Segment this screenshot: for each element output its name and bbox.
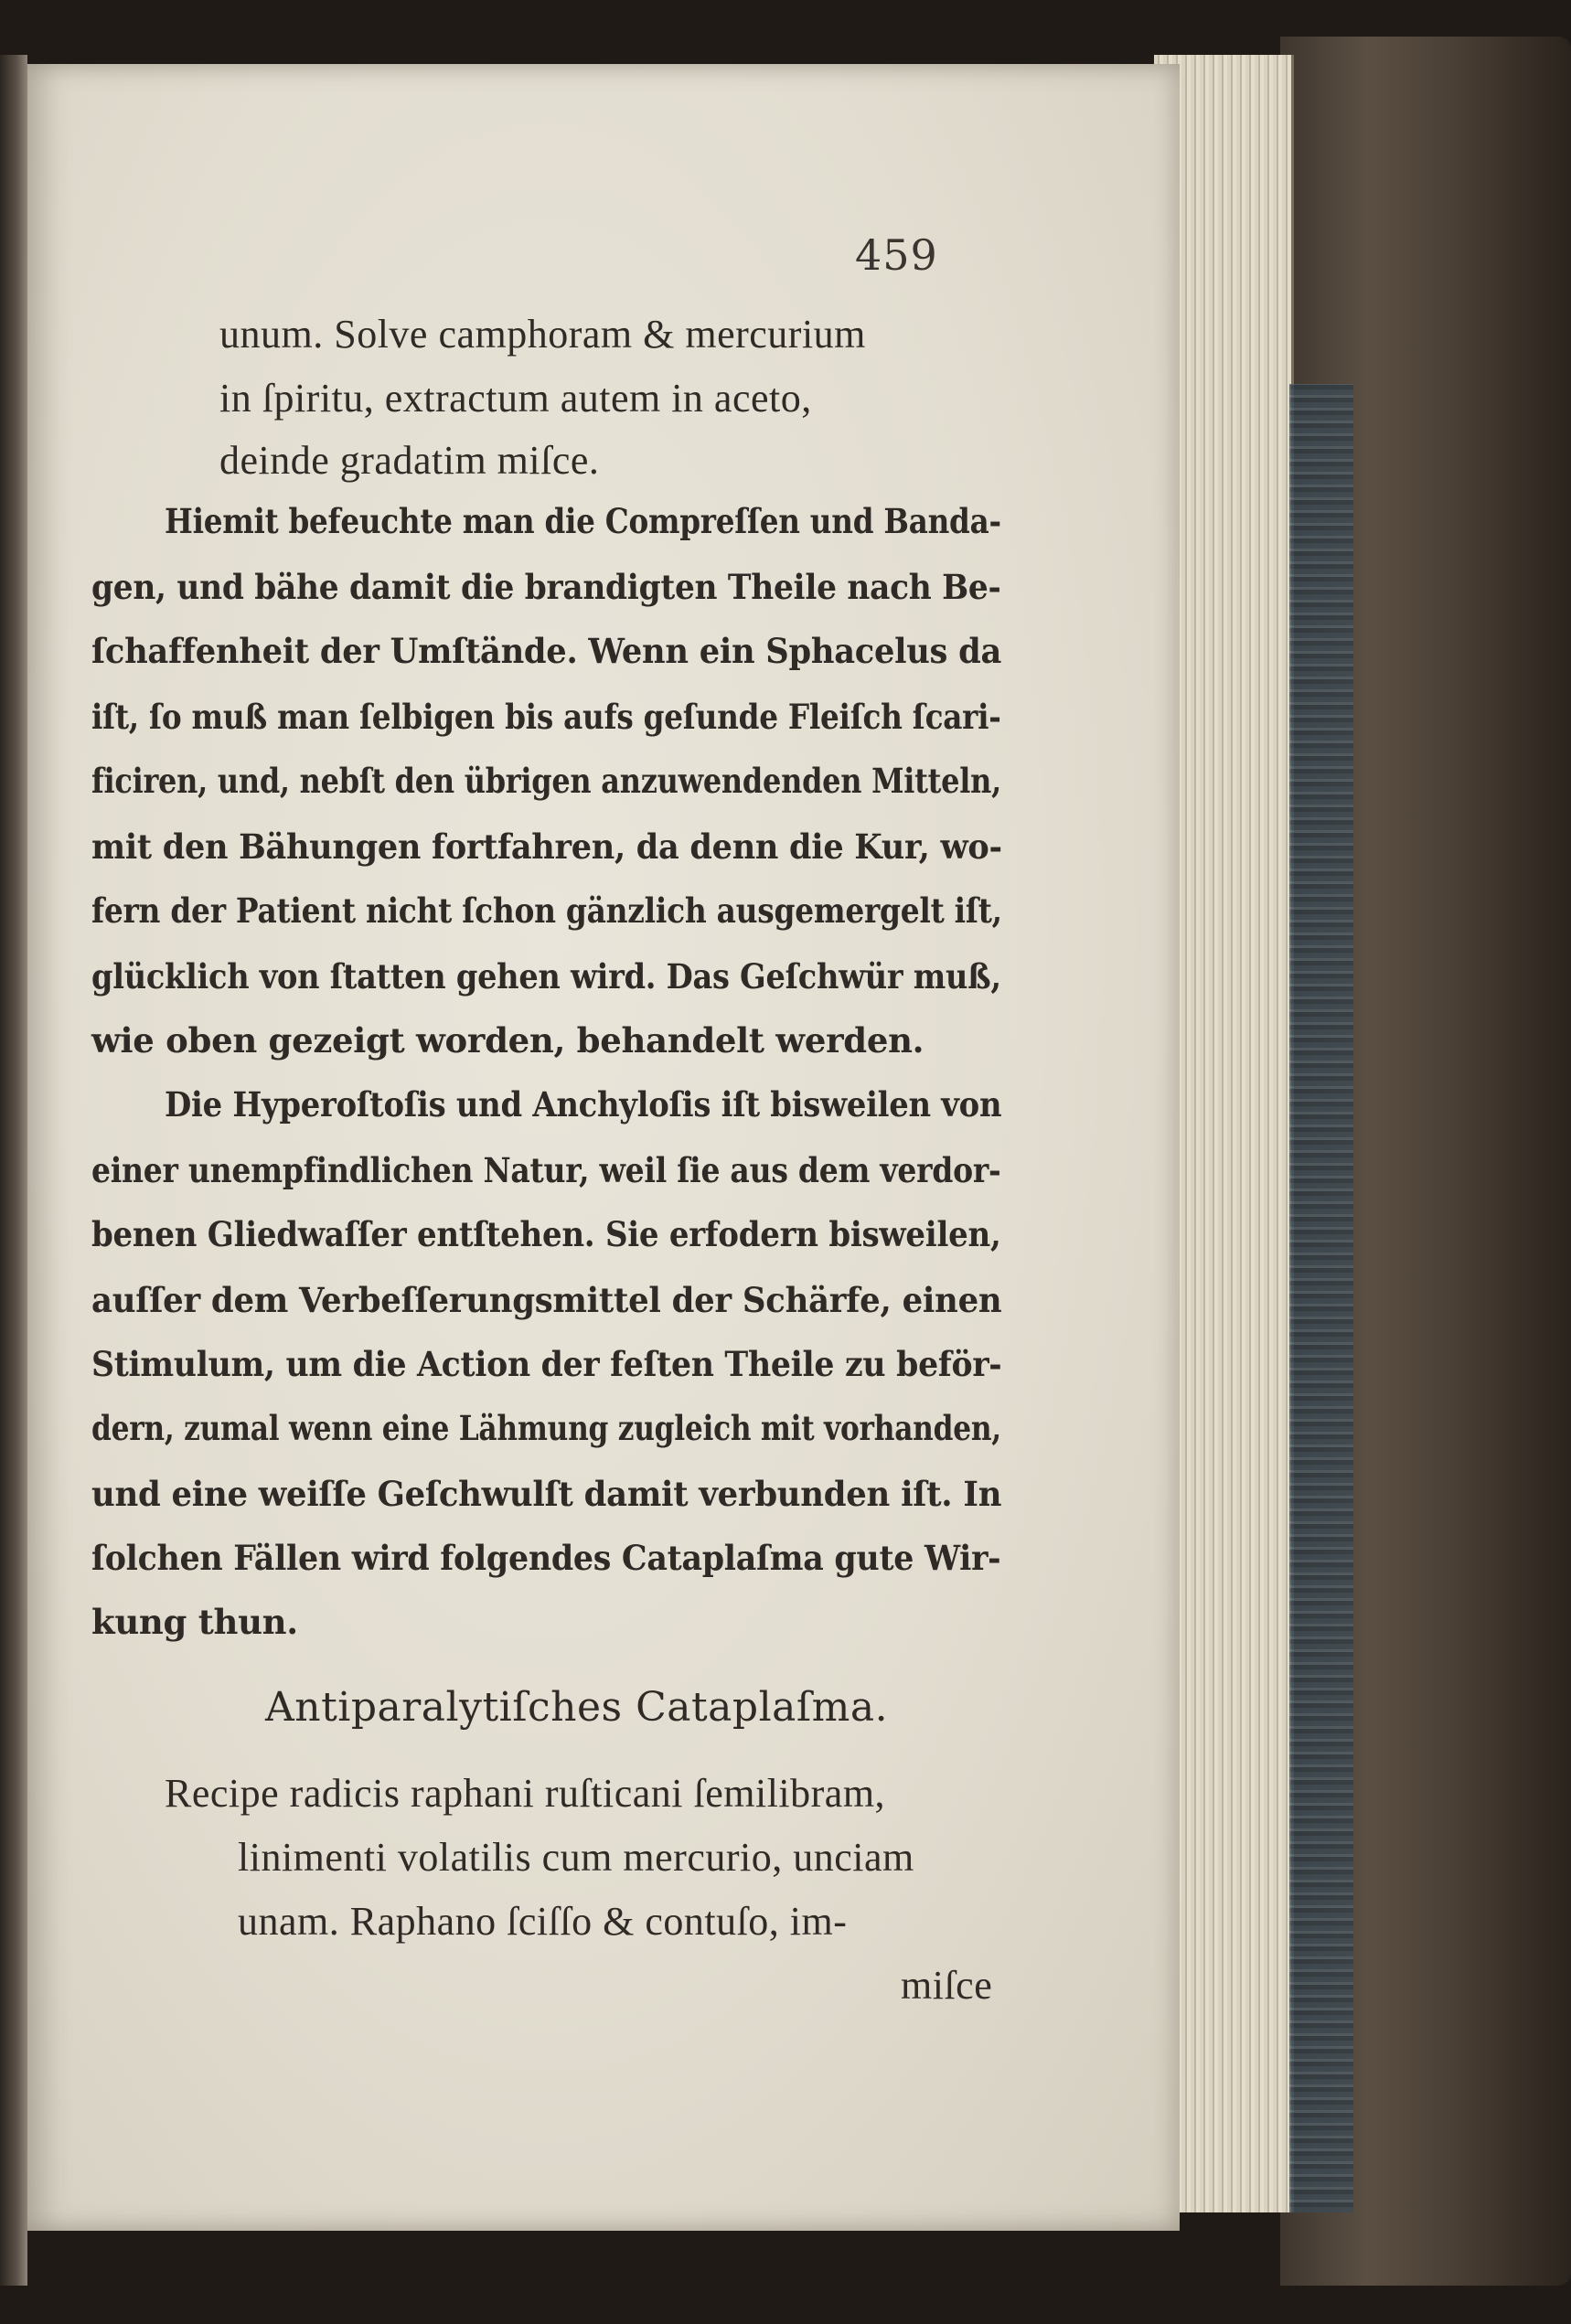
text-line: Stimulum, um die Action der feſten Theile zu beför- [91, 1344, 1002, 1384]
book-spine-left-edge [0, 55, 27, 2286]
text-line: ſolchen Fällen wird folgendes Cataplaſma gute Wir- [91, 1538, 1001, 1578]
text-line: ſchaffenheit der Umſtände. Wenn ein Sphacelus da [91, 631, 1002, 671]
text-line: in ſpiritu, extractum autem in aceto, [219, 376, 812, 421]
text-line: dern, zumal wenn eine Lähmung zugleich mit vorhanden, [91, 1408, 1001, 1448]
text-line: Recipe radicis raphani ruſticani ſemilibram, [165, 1771, 886, 1816]
text-line: Hiemit befeuchte man die Compreſſen und Banda- [165, 501, 1001, 541]
text-line: miſce [901, 1963, 993, 2008]
text-line: benen Gliedwaſſer entſtehen. Sie erfodern bisweilen, [91, 1214, 1001, 1254]
text-line: gen, und bähe damit die brandigten Theile nach Be- [91, 567, 1001, 607]
text-line: auſſer dem Verbeſſerungsmittel der Schärfe, einen [91, 1280, 1002, 1320]
text-line: glücklich von ſtatten gehen wird. Das Geſchwür muß, [91, 956, 1001, 997]
section-heading: Antiparalytiſches Cataplaſma. [265, 1684, 889, 1731]
text-line: kung thun. [91, 1602, 298, 1642]
text-line: iſt, ſo muß man ſelbigen bis aufs geſunde Fleiſch ſcari- [91, 697, 1001, 737]
text-line: mit den Bähungen fortfahren, da denn die Kur, wo- [91, 826, 1002, 867]
text-line: fern der Patient nicht ſchon gänzlich ausgemergelt iſt, [91, 890, 1002, 931]
text-line: Die Hyperoſtoſis und Anchyloſis iſt bisweilen von [165, 1084, 1002, 1125]
text-line: einer unempfindlichen Natur, weil ſie aus dem verdor- [91, 1150, 1001, 1190]
text-line: und eine weiſſe Geſchwulſt damit verbunden iſt. In [91, 1474, 1002, 1514]
marbled-cover-edge [1289, 384, 1353, 2212]
text-line: unum. Solve camphoram & mercurium [219, 312, 866, 357]
text-line: deinde gradatim miſce. [219, 438, 600, 483]
page-number: 459 [855, 230, 938, 280]
text-line: wie oben gezeigt worden, behandelt werden. [91, 1020, 924, 1061]
text-line: ficiren, und, nebſt den übrigen anzuwendenden Mitteln, [91, 761, 1001, 801]
text-line: unam. Raphano ſciſſo & contuſo, im- [238, 1899, 848, 1944]
text-line: linimenti volatilis cum mercurio, unciam [238, 1835, 914, 1880]
